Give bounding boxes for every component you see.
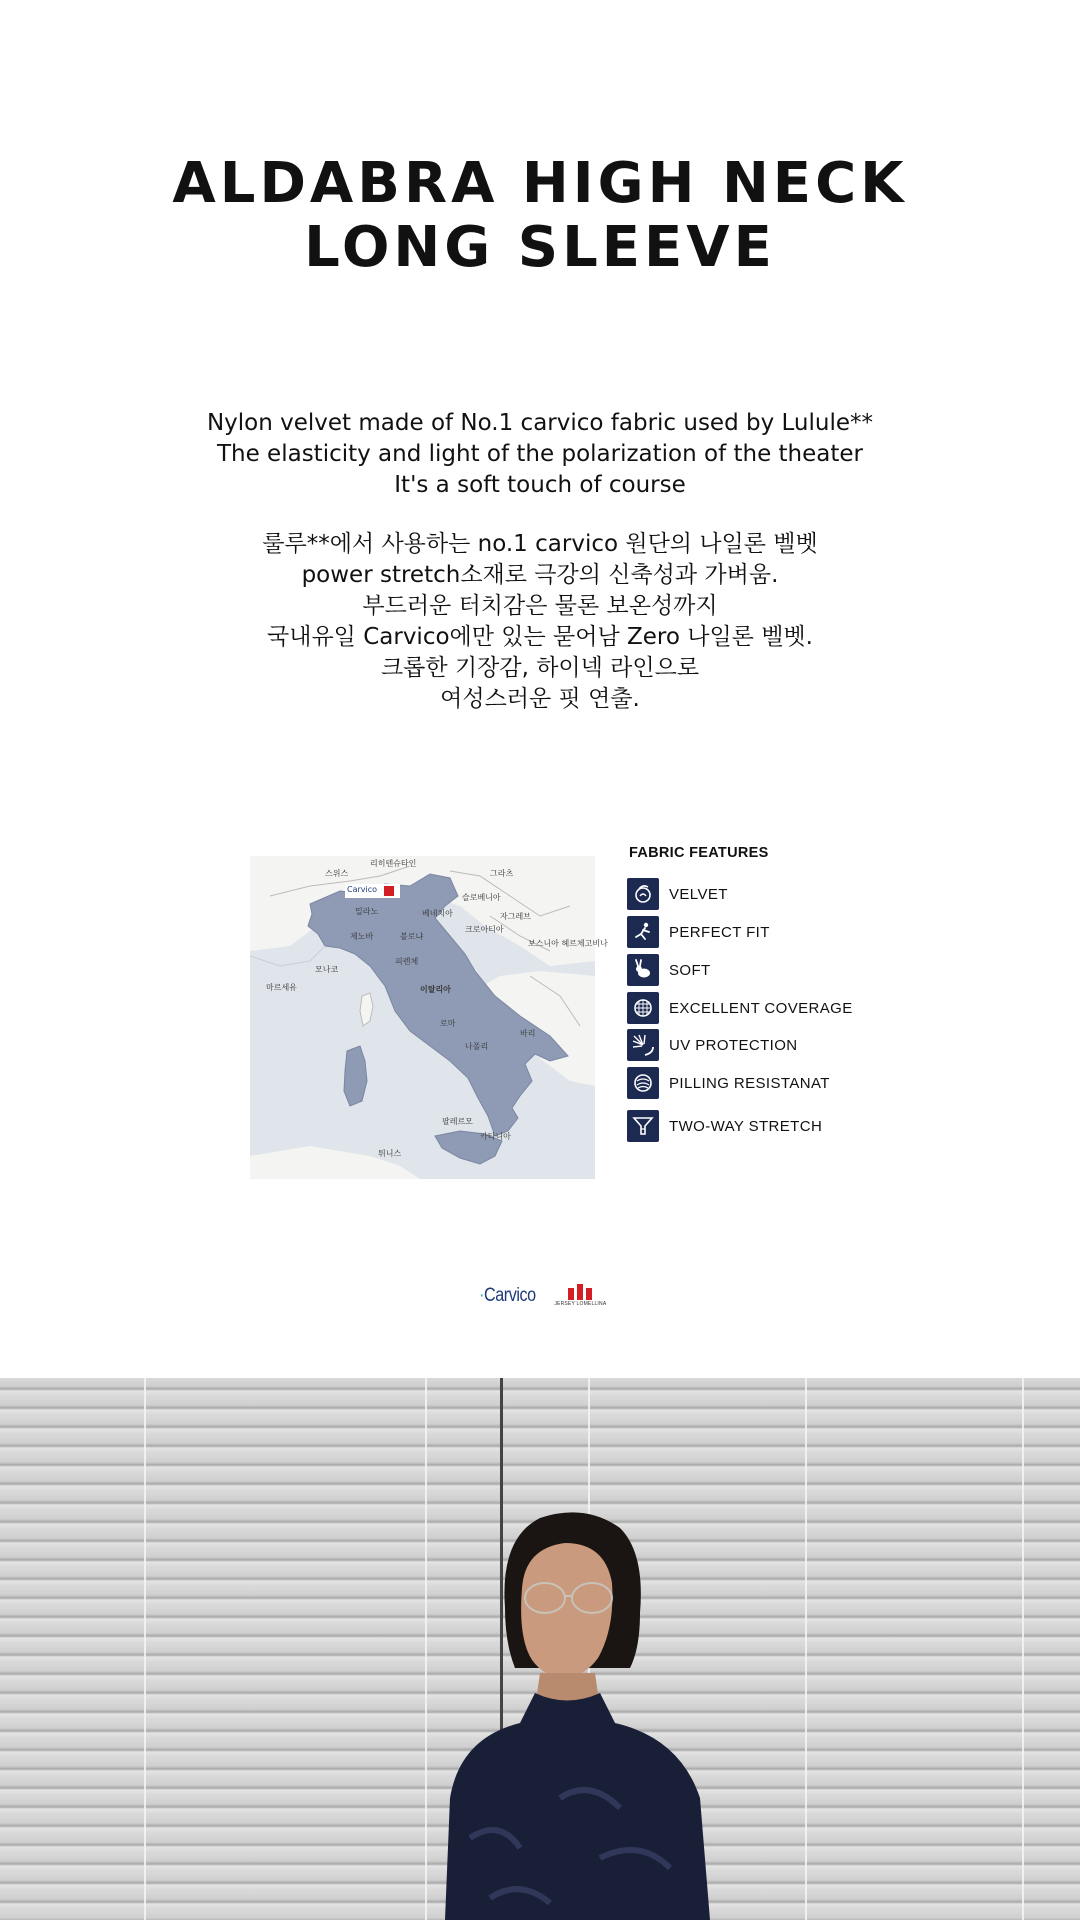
feature-label: TWO-WAY STRETCH	[669, 1117, 823, 1135]
map-label-tunisia: 튀니스	[378, 1149, 402, 1158]
italy-map	[250, 856, 608, 1179]
map-label-graz: 그라츠	[490, 869, 514, 878]
map-label-carvico: Carvico	[347, 885, 378, 894]
uv-protection-icon	[627, 1029, 659, 1061]
description-line: It's a soft touch of course	[394, 472, 686, 498]
fabric-features-title: FABRIC FEATURES	[629, 845, 769, 861]
jersey-lomellina-text: JERSEY LOMELLINA	[554, 1301, 607, 1307]
description-korean	[0, 529, 1080, 715]
coverage-icon	[627, 992, 659, 1024]
description-line: 국내유일 Carvico에만 있는 묻어남 Zero 나일론 벨벳.	[267, 624, 813, 650]
map-label-bologna: 볼로냐	[400, 932, 424, 941]
feature-label: PERFECT FIT	[669, 923, 770, 941]
carvico-logo: ·Carvico	[478, 1284, 536, 1306]
map-label-marseille: 마르세유	[266, 983, 297, 992]
pilling-resistant-icon	[627, 1067, 659, 1099]
map-label-italy: 이탈리아	[420, 985, 451, 994]
description-english	[0, 408, 1080, 501]
jersey-lomellina-mark	[566, 1284, 594, 1300]
description-line: 여성스러운 핏 연출.	[440, 686, 640, 712]
description-line: The elasticity and light of the polarization of the theater	[216, 441, 864, 467]
feature-label: EXCELLENT COVERAGE	[669, 999, 853, 1017]
map-label-genova: 제노바	[350, 932, 374, 941]
feature-label: SOFT	[669, 961, 711, 979]
map-label-liechtenstein: 리히텐슈타인	[370, 859, 417, 868]
soft-rabbit-icon	[627, 954, 659, 986]
perfect-fit-icon	[627, 916, 659, 948]
map-label-monaco: 모나코	[315, 965, 339, 974]
feature-velvet	[627, 877, 728, 911]
map-label-bari: 바리	[520, 1029, 536, 1038]
description-line: 크롭한 기장감, 하이넥 라인으로	[380, 655, 700, 681]
feature-uv-protection	[627, 1028, 798, 1062]
product-title-line1: ALDABRA HIGH NECK	[172, 151, 908, 216]
feature-label: VELVET	[669, 885, 728, 903]
two-way-stretch-icon	[627, 1110, 659, 1142]
italy-map-graphic	[250, 856, 595, 1179]
description-line: power stretch소재로 극강의 신축성과 가벼움.	[301, 562, 779, 588]
model-photo	[0, 1378, 1080, 1920]
feature-two-way-stretch	[627, 1109, 822, 1143]
feature-label: PILLING RESISTANAT	[669, 1074, 830, 1092]
product-title-line2: LONG SLEEVE	[304, 215, 776, 280]
velvet-icon	[627, 878, 659, 910]
map-label-firenze: 피렌체	[395, 957, 419, 966]
map-label-milano: 밀라노	[355, 907, 379, 916]
map-label-napoli: 나폴리	[465, 1042, 489, 1051]
jersey-lomellina-logo	[554, 1284, 606, 1307]
feature-soft	[627, 953, 711, 987]
description-line: 부드러운 터치감은 물론 보온성까지	[362, 593, 718, 619]
feature-pilling-resistant	[627, 1066, 830, 1100]
map-label-roma: 로마	[440, 1019, 456, 1028]
feature-excellent-coverage	[627, 991, 853, 1025]
brand-logos	[0, 1284, 1080, 1307]
map-label-venezia: 베네치아	[422, 909, 453, 918]
map-label-bosnia: 보스니아 헤르체고비나	[528, 939, 608, 948]
model-figure	[0, 1378, 1080, 1920]
map-label-catania: 카타니아	[480, 1132, 511, 1141]
carvico-logo-text: Carvico	[483, 1284, 536, 1306]
feature-label: UV PROTECTION	[669, 1036, 798, 1054]
description-line: 룰루**에서 사용하는 no.1 carvico 원단의 나일론 벨벳	[262, 531, 818, 557]
map-label-switzerland: 스위스	[325, 869, 349, 878]
description-line: Nylon velvet made of No.1 carvico fabric used by Lulule**	[206, 410, 874, 436]
feature-perfect-fit	[627, 915, 770, 949]
map-label-croatia: 크로아티아	[465, 925, 504, 934]
map-label-zagreb: 자그레브	[500, 912, 531, 921]
map-label-slovenia: 슬로베니아	[462, 893, 501, 902]
map-label-palermo: 팔레르모	[442, 1117, 473, 1126]
